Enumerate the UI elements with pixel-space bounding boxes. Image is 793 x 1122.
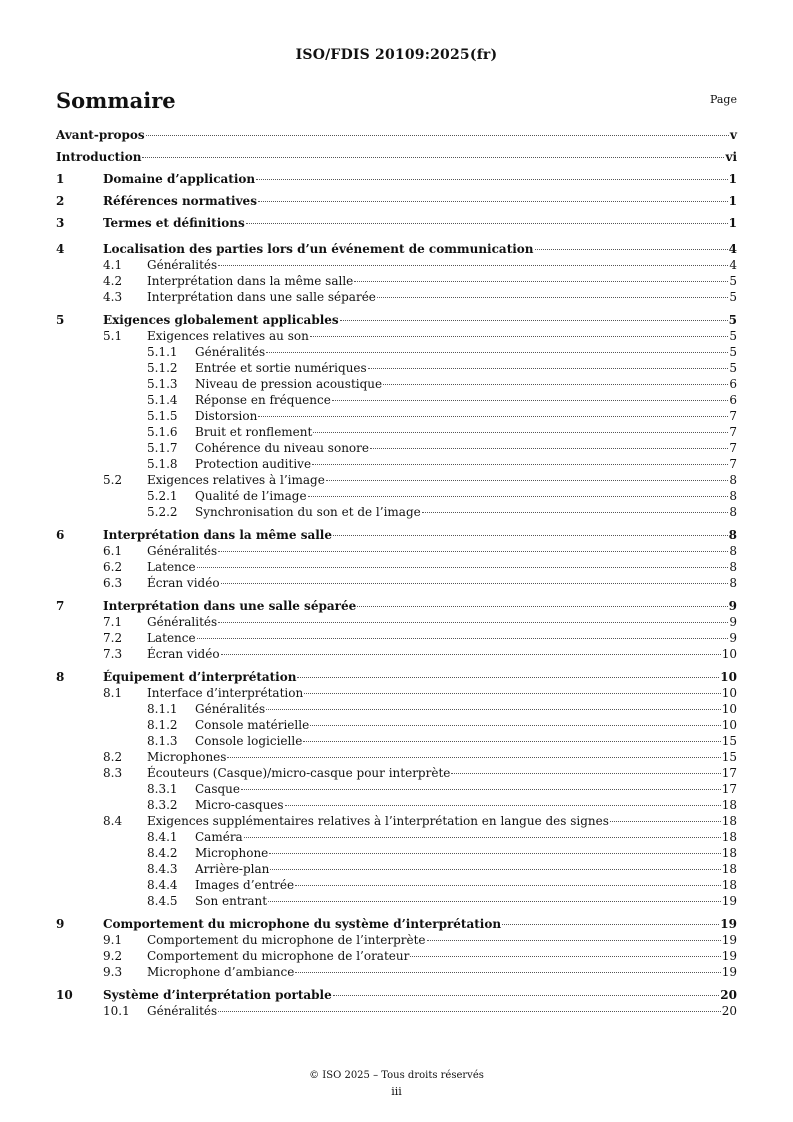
toc-entry-title: Comportement du microphone de l’interprète — [147, 933, 426, 947]
dot-leader — [297, 677, 719, 678]
toc-entry[interactable] — [56, 440, 737, 456]
toc-entry-title: Introduction — [56, 150, 142, 164]
toc-entry-number: 5.1.3 — [147, 377, 178, 391]
toc-entry[interactable] — [56, 241, 737, 257]
toc-entry-title: Entrée et sortie numériques — [195, 361, 367, 375]
toc-entry[interactable] — [56, 504, 737, 520]
toc-entry-page: 8 — [729, 560, 737, 574]
toc-entry-number: 8.4.2 — [147, 846, 178, 860]
dot-leader — [244, 837, 721, 838]
dot-leader — [258, 201, 728, 202]
toc-entry-title: Console logicielle — [195, 734, 303, 748]
toc-entry-number: 8.4 — [103, 814, 123, 828]
toc-entry-title: Avant-propos — [56, 128, 145, 142]
page-number: iii — [391, 1085, 402, 1098]
toc-entry-title: Interprétation dans la même salle — [147, 274, 354, 288]
toc-entry-page: 10 — [721, 718, 737, 732]
toc-entry-number: 9.1 — [103, 933, 123, 947]
toc-entry-page: 8 — [729, 576, 737, 590]
toc-entry-number: 5.1.7 — [147, 441, 178, 455]
dot-leader — [246, 223, 728, 224]
toc-entry-title: Arrière-plan — [195, 862, 270, 876]
toc-entry-page: 7 — [729, 409, 737, 423]
table-of-contents — [56, 124, 737, 1019]
toc-entry-number: 8 — [56, 670, 65, 684]
toc-entry-number: 5.1.8 — [147, 457, 178, 471]
toc-entry-page: 10 — [721, 647, 737, 661]
toc-entry[interactable] — [56, 559, 737, 575]
toc-entry-page: 8 — [729, 489, 737, 503]
dot-leader — [197, 638, 729, 639]
toc-entry-title: Latence — [147, 560, 196, 574]
toc-entry-page: 20 — [721, 1004, 737, 1018]
toc-entry-number: 1 — [56, 172, 65, 186]
toc-entry[interactable] — [56, 168, 737, 190]
dot-leader — [268, 901, 721, 902]
toc-entry[interactable] — [56, 614, 737, 630]
toc-entry-page: 18 — [721, 814, 737, 828]
toc-entry-title: Écran vidéo — [147, 647, 220, 661]
toc-entry-page: 8 — [729, 505, 737, 519]
toc-entry-number: 8.3.1 — [147, 782, 178, 796]
toc-entry-title: Micro-casques — [195, 798, 284, 812]
toc-entry[interactable] — [56, 685, 737, 701]
toc-entry-title: Écouteurs (Casque)/micro-casque pour interprète — [147, 766, 451, 780]
toc-entry-title: Réponse en fréquence — [195, 393, 331, 407]
toc-entry-title: Termes et définitions — [103, 216, 245, 230]
toc-entry-title: Niveau de pression acoustique — [195, 377, 383, 391]
dot-leader — [142, 157, 724, 158]
toc-entry-page: 7 — [729, 457, 737, 471]
toc-entry-page: 6 — [729, 393, 737, 407]
toc-entry-page: 5 — [729, 361, 737, 375]
toc-entry-number: 5.2.2 — [147, 505, 178, 519]
toc-entry-number: 2 — [56, 194, 65, 208]
toc-entry-page: 18 — [721, 862, 737, 876]
toc-entry-page: 5 — [729, 274, 737, 288]
dot-leader — [312, 464, 728, 465]
toc-entry-number: 8.4.3 — [147, 862, 178, 876]
toc-entry-number: 4 — [56, 242, 65, 256]
toc-entry-number: 7 — [56, 599, 65, 613]
toc-entry-title: Références normatives — [103, 194, 257, 208]
toc-entry-title: Microphones — [147, 750, 227, 764]
toc-entry-title: Exigences relatives à l’image — [147, 473, 325, 487]
toc-entry[interactable] — [56, 813, 737, 829]
toc-entry-number: 9 — [56, 917, 65, 931]
dot-leader — [377, 297, 728, 298]
toc-entry-number: 5.1.6 — [147, 425, 178, 439]
toc-entry[interactable] — [56, 646, 737, 662]
toc-entry-number: 6.1 — [103, 544, 123, 558]
toc-entry-page: 7 — [729, 425, 737, 439]
dot-leader — [427, 940, 721, 941]
toc-entry[interactable] — [56, 948, 737, 964]
copyright-footer: © ISO 2025 – Tous droits réservés — [309, 1070, 484, 1081]
dot-leader — [340, 320, 728, 321]
dot-leader — [451, 773, 720, 774]
toc-entry[interactable] — [56, 598, 737, 614]
toc-entry-number: 6.2 — [103, 560, 123, 574]
toc-entry[interactable] — [56, 669, 737, 685]
toc-entry-title: Comportement du microphone de l’orateur — [147, 949, 410, 963]
toc-entry-page: 1 — [728, 194, 737, 208]
dot-leader — [383, 384, 728, 385]
toc-entry-title: Son entrant — [195, 894, 268, 908]
toc-entry-page: 4 — [728, 242, 737, 256]
toc-entry[interactable] — [56, 488, 737, 504]
toc-entry[interactable] — [56, 877, 737, 893]
toc-entry-title: Qualité de l’image — [195, 489, 307, 503]
dot-leader — [333, 995, 720, 996]
toc-entry[interactable] — [56, 146, 737, 168]
toc-entry-page: 17 — [721, 766, 737, 780]
toc-entry-number: 5.2 — [103, 473, 123, 487]
toc-entry[interactable] — [56, 765, 737, 781]
toc-entry[interactable] — [56, 257, 737, 273]
toc-entry[interactable] — [56, 630, 737, 646]
toc-entry-title: Caméra — [195, 830, 243, 844]
toc-entry-title: Localisation des parties lors d’un événement de communication — [103, 242, 534, 256]
toc-entry-number: 5.2.1 — [147, 489, 178, 503]
toc-entry-title: Généralités — [147, 258, 218, 272]
toc-entry-number: 3 — [56, 216, 65, 230]
toc-entry-number: 8.3.2 — [147, 798, 178, 812]
toc-entry-title: Interface d’interprétation — [147, 686, 304, 700]
dot-leader — [146, 135, 729, 136]
toc-entry[interactable] — [56, 344, 737, 360]
dot-leader — [221, 583, 729, 584]
toc-entry[interactable] — [56, 829, 737, 845]
toc-entry-page: 19 — [721, 933, 737, 947]
toc-entry-page: 15 — [721, 750, 737, 764]
toc-entry-title: Microphone — [195, 846, 269, 860]
dot-leader — [313, 432, 728, 433]
toc-entry-title: Protection auditive — [195, 457, 312, 471]
toc-entry-title: Bruit et ronflement — [195, 425, 313, 439]
toc-entry[interactable] — [56, 916, 737, 932]
toc-entry-title: Exigences relatives au son — [147, 329, 309, 343]
toc-entry-title: Généralités — [147, 615, 218, 629]
dot-leader — [285, 805, 721, 806]
dot-leader — [310, 336, 729, 337]
toc-entry-number: 6 — [56, 528, 65, 542]
toc-entry-page: 4 — [729, 258, 737, 272]
toc-entry-title: Équipement d’interprétation — [103, 670, 297, 684]
dot-leader — [422, 512, 729, 513]
toc-entry-number: 4.2 — [103, 274, 123, 288]
toc-entry[interactable] — [56, 964, 737, 980]
toc-entry[interactable] — [56, 701, 737, 717]
dot-leader — [221, 654, 721, 655]
page-title: Sommaire — [56, 88, 176, 113]
dot-leader — [218, 622, 728, 623]
toc-entry-number: 7.3 — [103, 647, 123, 661]
toc-entry-title: Exigences globalement applicables — [103, 313, 339, 327]
toc-entry[interactable] — [56, 987, 737, 1003]
toc-entry-number: 10 — [56, 988, 73, 1002]
dot-leader — [218, 1011, 721, 1012]
toc-entry-page: 8 — [729, 473, 737, 487]
toc-entry-page: 19 — [721, 965, 737, 979]
toc-entry[interactable] — [56, 733, 737, 749]
toc-entry[interactable] — [56, 124, 737, 146]
toc-entry-number: 9.2 — [103, 949, 123, 963]
toc-entry-number: 5.1.4 — [147, 393, 178, 407]
toc-entry-title: Généralités — [147, 1004, 218, 1018]
dot-leader — [410, 956, 720, 957]
toc-entry-page: 5 — [729, 329, 737, 343]
toc-entry-number: 8.3 — [103, 766, 123, 780]
dot-leader — [227, 757, 720, 758]
dot-leader — [270, 869, 720, 870]
toc-entry-page: 10 — [720, 670, 737, 684]
dot-leader — [370, 448, 728, 449]
toc-entry[interactable] — [56, 861, 737, 877]
toc-entry-title: Interprétation dans une salle séparée — [103, 599, 357, 613]
toc-entry-page: 17 — [721, 782, 737, 796]
toc-entry[interactable] — [56, 472, 737, 488]
toc-entry[interactable] — [56, 312, 737, 328]
toc-entry-title: Distorsion — [195, 409, 258, 423]
toc-entry-number: 5 — [56, 313, 65, 327]
toc-entry-title: Latence — [147, 631, 196, 645]
dot-leader — [610, 821, 721, 822]
toc-entry-page: 20 — [720, 988, 737, 1002]
toc-entry-title: Synchronisation du son et de l’image — [195, 505, 421, 519]
toc-entry-page: 18 — [721, 798, 737, 812]
toc-entry-title: Casque — [195, 782, 241, 796]
toc-entry-number: 9.3 — [103, 965, 123, 979]
toc-entry-page: 19 — [721, 949, 737, 963]
toc-entry-number: 7.1 — [103, 615, 123, 629]
toc-entry[interactable] — [56, 717, 737, 733]
toc-entry[interactable] — [56, 376, 737, 392]
dot-leader — [332, 400, 729, 401]
dot-leader — [218, 551, 728, 552]
dot-leader — [258, 416, 728, 417]
dot-leader — [357, 606, 727, 607]
toc-entry[interactable] — [56, 190, 737, 212]
toc-entry-page: 1 — [728, 172, 737, 186]
dot-leader — [266, 352, 728, 353]
toc-entry-page: 15 — [721, 734, 737, 748]
dot-leader — [218, 265, 728, 266]
toc-entry-page: 8 — [729, 544, 737, 558]
dot-leader — [304, 693, 721, 694]
toc-entry-title: Console matérielle — [195, 718, 310, 732]
toc-entry-title: Exigences supplémentaires relatives à l’interprétation en langue des signes — [147, 814, 609, 828]
toc-entry[interactable] — [56, 797, 737, 813]
toc-entry-number: 4.3 — [103, 290, 123, 304]
toc-entry[interactable] — [56, 289, 737, 305]
toc-entry-number: 10.1 — [103, 1004, 130, 1018]
toc-entry-number: 8.2 — [103, 750, 123, 764]
toc-entry-title: Écran vidéo — [147, 576, 220, 590]
toc-entry[interactable] — [56, 575, 737, 591]
toc-entry-page: 19 — [720, 917, 737, 931]
dot-leader — [256, 179, 728, 180]
dot-leader — [241, 789, 721, 790]
toc-entry[interactable] — [56, 749, 737, 765]
toc-entry-title: Comportement du microphone du système d’interprétation — [103, 917, 502, 931]
toc-entry-page: 6 — [729, 377, 737, 391]
dot-leader — [269, 853, 720, 854]
toc-entry-page: 18 — [721, 878, 737, 892]
dot-leader — [295, 972, 720, 973]
toc-entry-title: Généralités — [195, 702, 266, 716]
toc-entry[interactable] — [56, 543, 737, 559]
toc-entry-number: 5.1.1 — [147, 345, 178, 359]
toc-entry[interactable] — [56, 845, 737, 861]
dot-leader — [535, 249, 728, 250]
toc-entry[interactable] — [56, 932, 737, 948]
dot-leader — [310, 725, 721, 726]
toc-entry[interactable] — [56, 408, 737, 424]
dot-leader — [308, 496, 729, 497]
toc-entry-page: 18 — [721, 846, 737, 860]
toc-entry[interactable] — [56, 781, 737, 797]
toc-entry-number: 8.4.1 — [147, 830, 178, 844]
document-header: ISO/FDIS 20109:2025(fr) — [295, 47, 498, 63]
toc-entry-number: 5.1 — [103, 329, 123, 343]
toc-entry[interactable] — [56, 456, 737, 472]
dot-leader — [295, 885, 721, 886]
toc-entry-number: 8.1.3 — [147, 734, 178, 748]
toc-entry-title: Système d’interprétation portable — [103, 988, 332, 1002]
toc-entry-page: vi — [725, 150, 737, 164]
toc-entry-page: 7 — [729, 441, 737, 455]
toc-entry-page: v — [730, 128, 737, 142]
dot-leader — [266, 709, 721, 710]
toc-entry-page: 9 — [728, 599, 737, 613]
toc-entry-number: 5.1.5 — [147, 409, 178, 423]
toc-entry-page: 8 — [728, 528, 737, 542]
toc-entry-page: 9 — [729, 631, 737, 645]
dot-leader — [354, 281, 728, 282]
toc-entry-number: 8.4.5 — [147, 894, 178, 908]
toc-entry-page: 10 — [721, 686, 737, 700]
toc-entry-number: 5.1.2 — [147, 361, 178, 375]
page-column-label: Page — [709, 93, 737, 106]
toc-entry-number: 8.1.1 — [147, 702, 178, 716]
toc-entry-title: Généralités — [147, 544, 218, 558]
toc-entry-number: 4.1 — [103, 258, 123, 272]
dot-leader — [368, 368, 729, 369]
dot-leader — [326, 480, 729, 481]
dot-leader — [197, 567, 729, 568]
toc-entry-page: 19 — [721, 894, 737, 908]
toc-entry-page: 5 — [729, 290, 737, 304]
toc-entry-title: Images d’entrée — [195, 878, 295, 892]
toc-entry[interactable] — [56, 212, 737, 234]
toc-entry-page: 1 — [728, 216, 737, 230]
toc-entry-page: 9 — [729, 615, 737, 629]
toc-entry-title: Domaine d’application — [103, 172, 256, 186]
dot-leader — [333, 535, 728, 536]
toc-entry[interactable] — [56, 328, 737, 344]
dot-leader — [502, 924, 719, 925]
toc-entry-page: 5 — [729, 345, 737, 359]
toc-entry-number: 8.1 — [103, 686, 123, 700]
toc-entry-number: 6.3 — [103, 576, 123, 590]
toc-entry[interactable] — [56, 360, 737, 376]
toc-entry[interactable] — [56, 893, 737, 909]
toc-entry[interactable] — [56, 1003, 737, 1019]
toc-entry-title: Cohérence du niveau sonore — [195, 441, 369, 455]
toc-entry[interactable] — [56, 424, 737, 440]
dot-leader — [303, 741, 720, 742]
toc-entry-page: 10 — [721, 702, 737, 716]
toc-entry[interactable] — [56, 527, 737, 543]
toc-entry-title: Microphone d’ambiance — [147, 965, 295, 979]
toc-entry-title: Généralités — [195, 345, 266, 359]
toc-entry-page: 18 — [721, 830, 737, 844]
toc-entry-title: Interprétation dans une salle séparée — [147, 290, 376, 304]
toc-entry-title: Interprétation dans la même salle — [103, 528, 332, 542]
toc-entry-number: 8.4.4 — [147, 878, 178, 892]
toc-entry[interactable] — [56, 273, 737, 289]
toc-entry-page: 5 — [728, 313, 737, 327]
toc-entry[interactable] — [56, 392, 737, 408]
toc-entry-number: 7.2 — [103, 631, 123, 645]
toc-entry-number: 8.1.2 — [147, 718, 178, 732]
